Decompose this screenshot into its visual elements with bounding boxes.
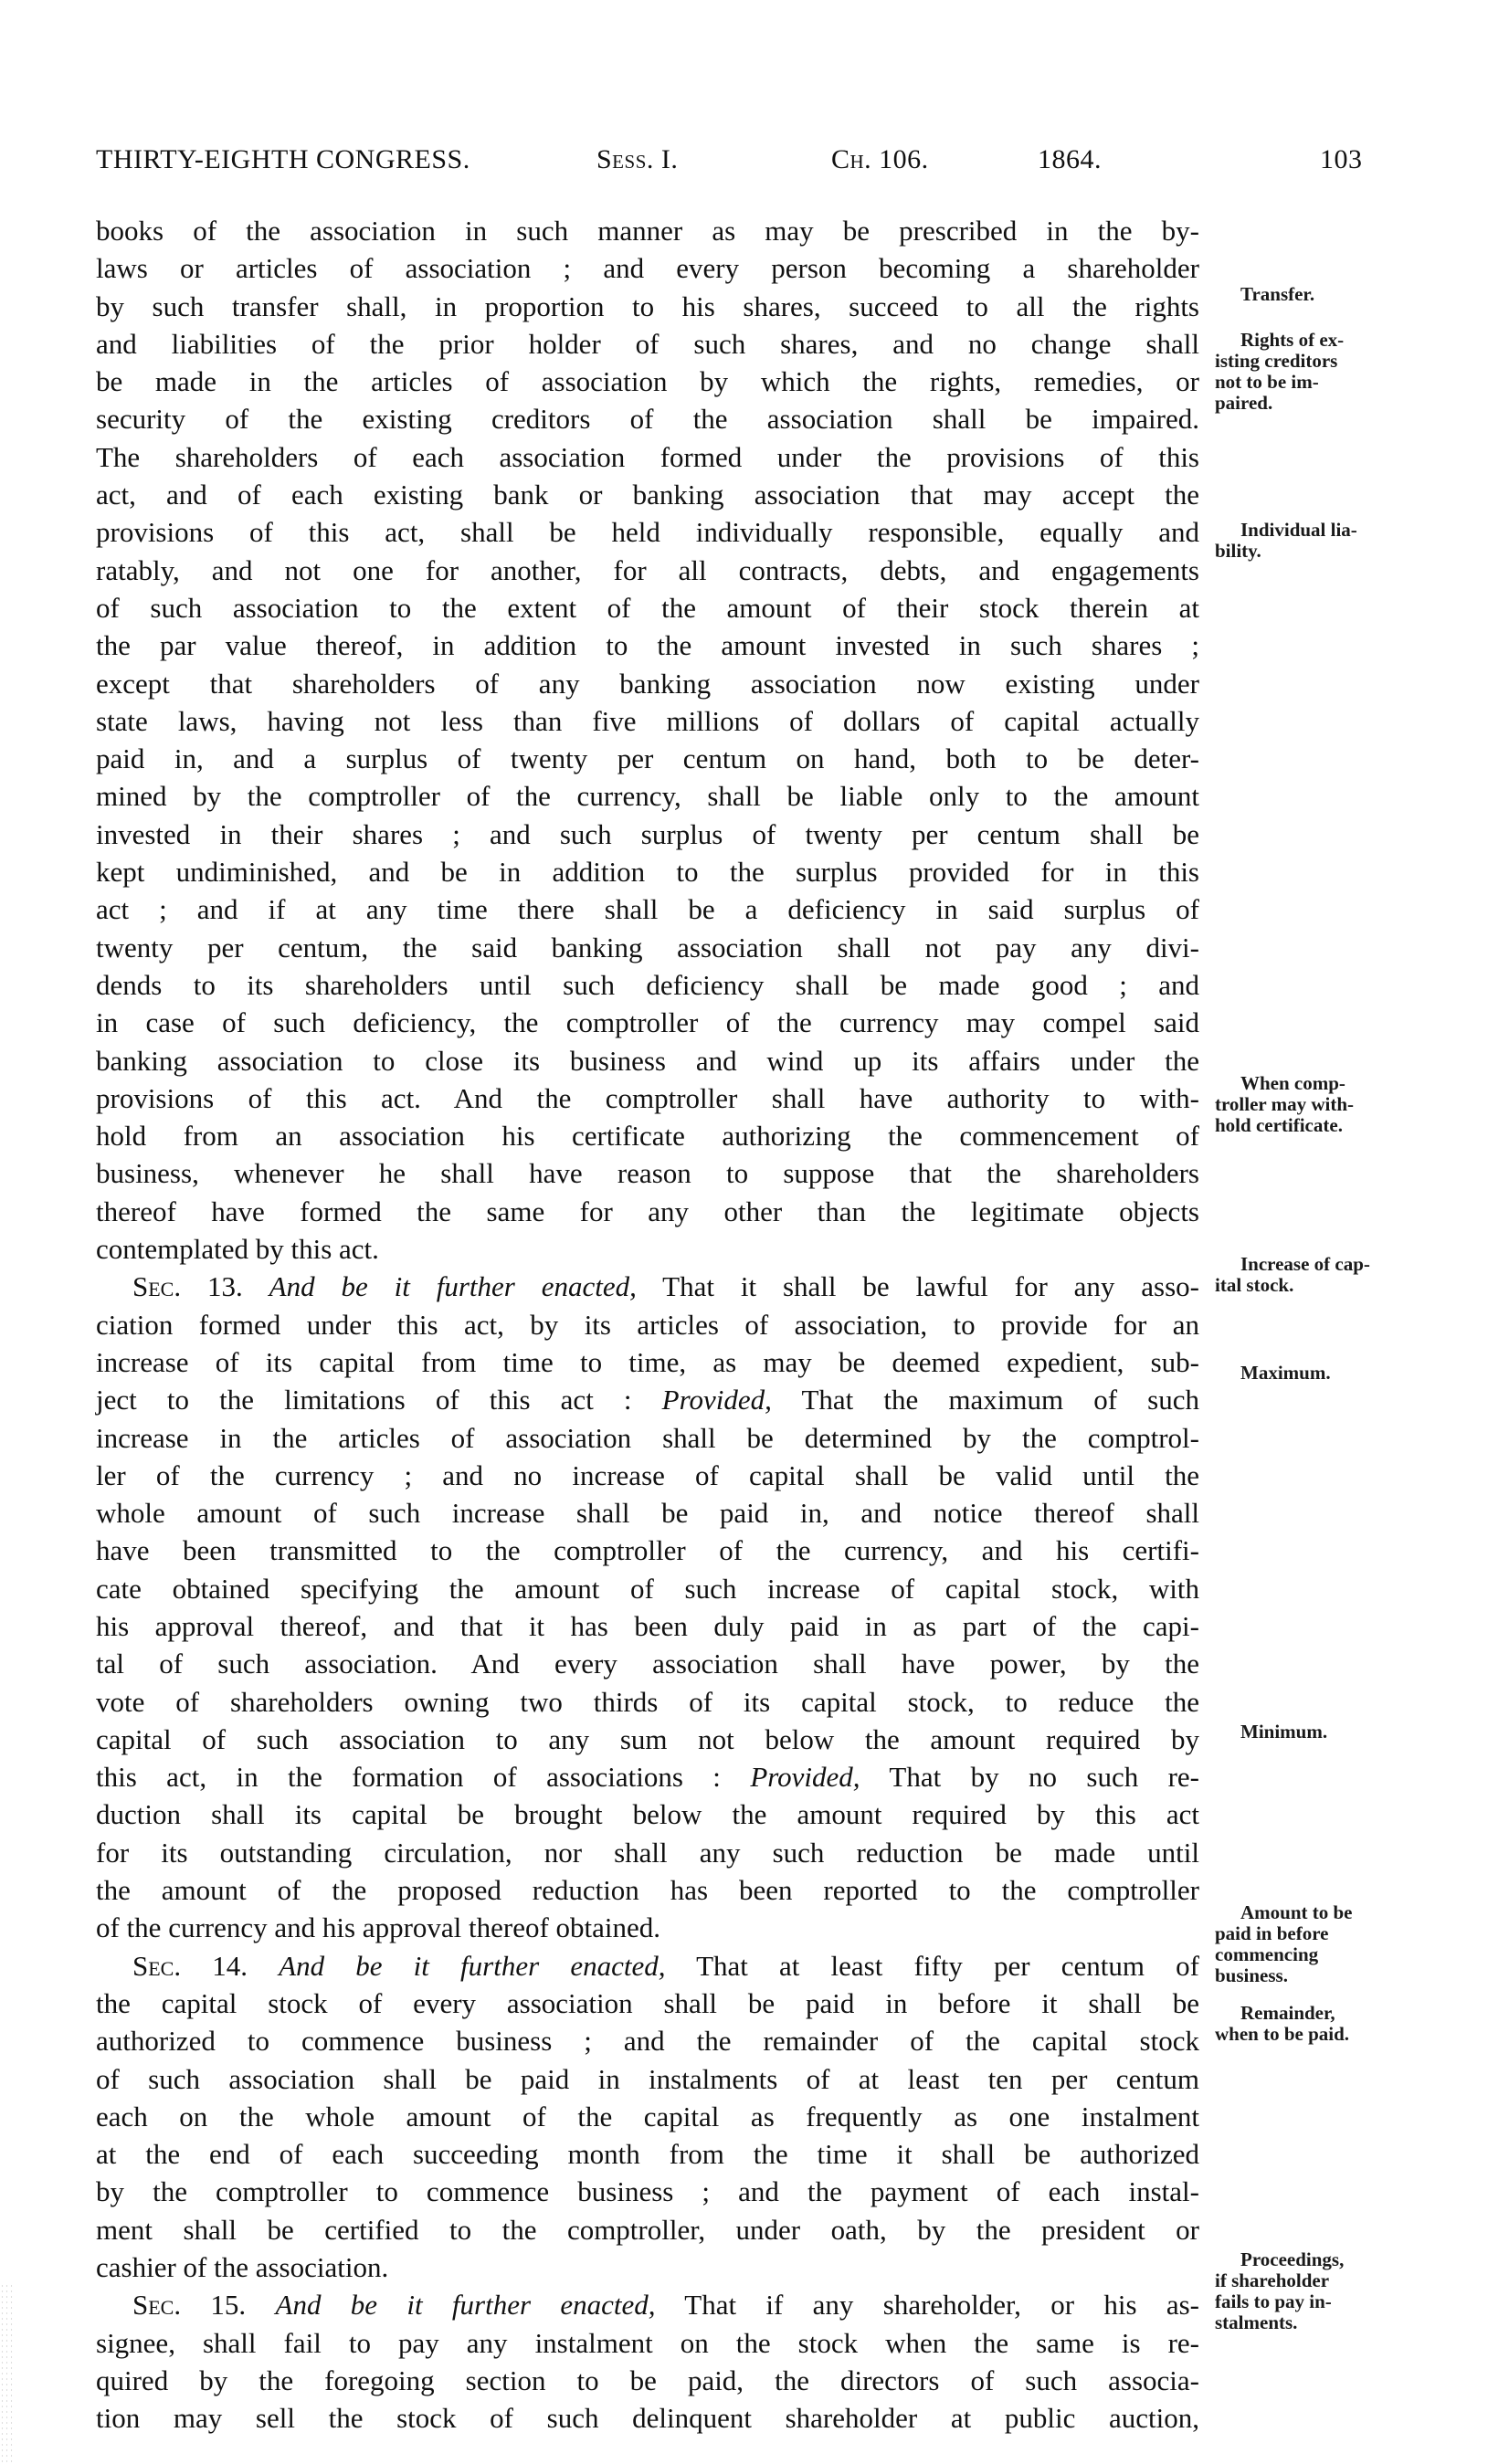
text-line: increase of its capital from time to time, as may be deemed expedient, sub- [96, 1345, 1199, 1378]
text-fragment: That it shall be lawful for any asso- [662, 1270, 1199, 1303]
text-fragment: That at least fifty per centum of [696, 1949, 1199, 1982]
text-line: tion may sell the stock of such delinquent shareholder at public auction, [96, 2402, 1199, 2435]
section-label: Sec. 15. [132, 2289, 247, 2322]
enacting-clause: And be it further enacted, [275, 2289, 656, 2322]
text-line: ratably, and not one for another, for all contracts, debts, and engagements [96, 553, 1199, 586]
text-line: act, and of each existing bank or banking association that may accept the [96, 479, 1199, 511]
text-line: duction shall its capital be brought below the amount required by this act [96, 1798, 1199, 1831]
text-line: by the comptroller to commence business ; and the payment of each instal- [96, 2175, 1199, 2208]
margin-note-minimum: Minimum. [1240, 1721, 1328, 1743]
text-fragment: this act, in the formation of associations : [96, 1761, 721, 1794]
text-line: act ; and if at any time there shall be a deficiency in said surplus of [96, 893, 1199, 926]
margin-note-creditors: Rights of ex- isting creditors not to be im- paired. [1215, 329, 1345, 414]
text-line: invested in their shares ; and such surplus of twenty per centum shall be [96, 817, 1199, 850]
margin-note-transfer: Transfer. [1240, 283, 1315, 305]
text-line: banking association to close its business and wind up its affairs under the [96, 1044, 1199, 1077]
body-text [96, 212, 1199, 2438]
text-line: state laws, having not less than five millions of dollars of capital actually [96, 704, 1199, 737]
text-line: cate obtained specifying the amount of such increase of capital stock, with [96, 1572, 1199, 1605]
text-line: increase in the articles of association shall be determined by the comptrol- [96, 1421, 1199, 1454]
section-label: Sec. 13. [132, 1270, 243, 1303]
text-line: of such association shall be paid in instalments of at least ten per centum [96, 2062, 1199, 2095]
section-15-heading-line [96, 2286, 1199, 2323]
text-line: books of the association in such manner as may be prescribed in the by- [96, 215, 1199, 247]
section-13-heading-line [96, 1268, 1199, 1305]
text-line: ment shall be certified to the comptroller, under oath, by the president or [96, 2213, 1199, 2246]
proviso-word: Provided, [661, 1384, 772, 1416]
section-14-heading-line [96, 1947, 1199, 1985]
session-label: Sess. I. [596, 144, 679, 174]
text-line: and liabilities of the prior holder of such shares, and no change shall [96, 327, 1199, 360]
text-line: thereof have formed the same for any other than the legitimate objects [96, 1195, 1199, 1227]
text-line: mined by the comptroller of the currency, shall be liable only to the amount [96, 780, 1199, 813]
text-line: provisions of this act. And the comptroller shall have authority to with- [96, 1081, 1199, 1114]
text-line: signee, shall fail to pay any instalment on the stock when the same is re- [96, 2326, 1199, 2359]
text-line: of the currency and his approval thereof obtained. [96, 1911, 661, 1944]
text-line [96, 1381, 1199, 1418]
text-line: laws or articles of association ; and every person becoming a shareholder [96, 252, 1199, 285]
text-line: by such transfer shall, in proportion to his shares, succeed to all the rights [96, 290, 1199, 322]
text-fragment: That the maximum of such [801, 1384, 1199, 1416]
congress-title: THIRTY-EIGHTH CONGRESS. [96, 144, 470, 174]
text-line: provisions of this act, shall be held individually responsible, equally and [96, 516, 1199, 549]
text-line: vote of shareholders owning two thirds of its capital stock, to reduce the [96, 1685, 1199, 1718]
margin-note-proceedings: Proceedings, if shareholder fails to pay in- stalments. [1215, 2248, 1345, 2333]
text-line: the par value thereof, in addition to the amount invested in such shares ; [96, 629, 1199, 662]
text-fragment: ject to the limitations of this act : [96, 1384, 632, 1416]
text-line: each on the whole amount of the capital as frequently as one instalment [96, 2100, 1199, 2132]
running-head [96, 144, 1363, 181]
section-label: Sec. 14. [132, 1949, 248, 1982]
text-line: security of the existing creditors of the association shall be impaired. [96, 403, 1199, 436]
text-line: the amount of the proposed reduction has been reported to the comptroller [96, 1874, 1199, 1907]
text-line: for its outstanding circulation, nor shall any such reduction be made until [96, 1836, 1199, 1869]
text-line: at the end of each succeeding month from the time it shall be authorized [96, 2138, 1199, 2171]
enacting-clause: And be it further enacted, [279, 1949, 666, 1982]
proviso-word: Provided, [750, 1761, 860, 1794]
year-label: 1864. [1038, 144, 1102, 174]
text-line: cashier of the association. [96, 2251, 389, 2284]
scan-edge-noise [0, 2283, 13, 2464]
text-line: whole amount of such increase shall be paid in, and notice thereof shall [96, 1497, 1199, 1530]
text-fragment: That by no such re- [889, 1761, 1199, 1794]
text-line [96, 1758, 1199, 1795]
margin-note-amount-paid: Amount to be paid in before commencing business. [1215, 1901, 1353, 1986]
margin-note-maximum: Maximum. [1240, 1362, 1331, 1384]
margin-note-individual-liability: Individual lia- bility. [1215, 519, 1357, 562]
chapter-label: Ch. 106. [831, 144, 929, 174]
margin-note-increase-capital: Increase of cap- ital stock. [1215, 1253, 1370, 1296]
text-fragment: That if any shareholder, or his as- [684, 2289, 1199, 2322]
text-line: contemplated by this act. [96, 1233, 379, 1266]
text-line: ciation formed under this act, by its articles of association, to provide for an [96, 1308, 1199, 1341]
text-line: twenty per centum, the said banking association shall not pay any divi- [96, 931, 1199, 963]
text-line: capital of such association to any sum not below the amount required by [96, 1722, 1199, 1755]
text-line: kept undiminished, and be in addition to the surplus provided for in this [96, 856, 1199, 889]
margin-note-remainder: Remainder, when to be paid. [1215, 2002, 1350, 2045]
enacting-clause: And be it further enacted, [269, 1270, 637, 1303]
text-line: his approval thereof, and that it has been duly paid in as part of the capi- [96, 1609, 1199, 1642]
page-number: 103 [1320, 144, 1363, 174]
text-line: business, whenever he shall have reason to suppose that the shareholders [96, 1157, 1199, 1190]
text-line: the capital stock of every association shall be paid in before it shall be [96, 1986, 1199, 2019]
text-line: The shareholders of each association formed under the provisions of this [96, 440, 1199, 473]
text-line: dends to its shareholders until such deficiency shall be made good ; and [96, 968, 1199, 1001]
text-line: authorized to commence business ; and the remainder of the capital stock [96, 2025, 1199, 2058]
text-line: ler of the currency ; and no increase of capital shall be valid until the [96, 1458, 1199, 1491]
text-line: quired by the foregoing section to be paid, the directors of such associa- [96, 2364, 1199, 2396]
text-line: of such association to the extent of the amount of their stock therein at [96, 591, 1199, 624]
text-line: except that shareholders of any banking association now existing under [96, 667, 1199, 700]
text-line: tal of such association. And every association shall have power, by the [96, 1648, 1199, 1680]
margin-note-withhold-certificate: When comp- troller may with- hold certificate. [1215, 1072, 1355, 1136]
text-line: paid in, and a surplus of twenty per centum on hand, both to be deter- [96, 742, 1199, 775]
text-line: have been transmitted to the comptroller of the currency, and his certifi- [96, 1534, 1199, 1567]
text-line: be made in the articles of association by which the rights, remedies, or [96, 365, 1199, 398]
text-line: in case of such deficiency, the comptroller of the currency may compel said [96, 1006, 1199, 1039]
text-line: hold from an association his certificate authorizing the commencement of [96, 1120, 1199, 1153]
